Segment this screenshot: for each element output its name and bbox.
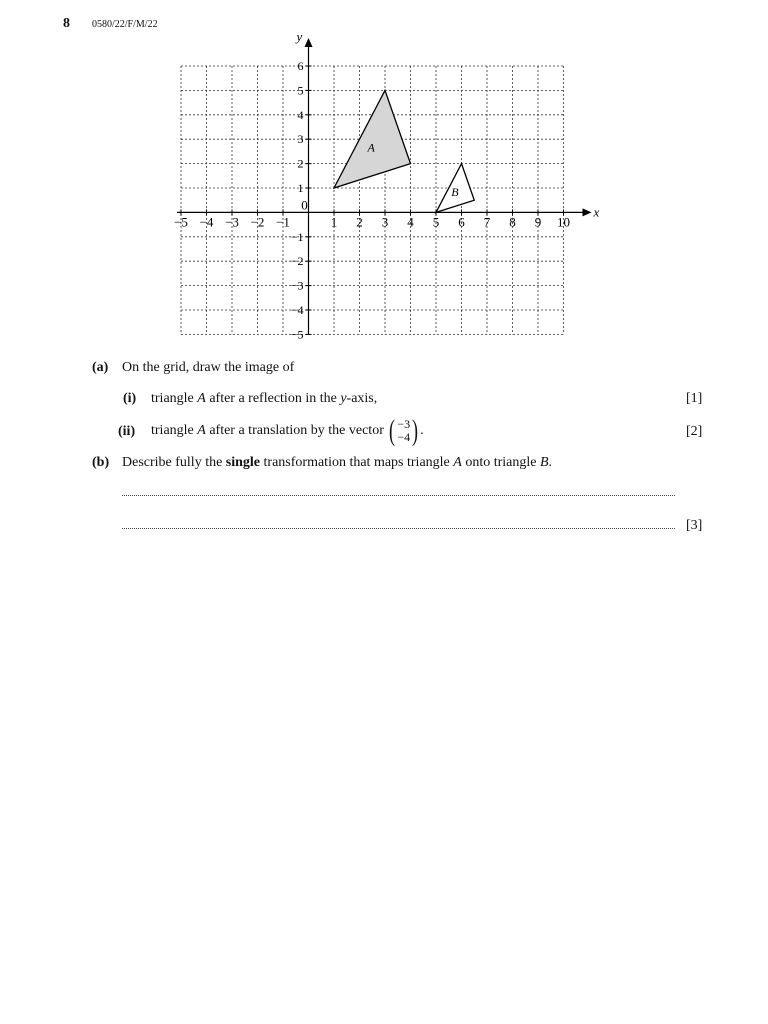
x-tick-label: 1 — [330, 214, 338, 230]
tick-labels — [174, 34, 599, 339]
y-tick-label: −4 — [290, 303, 304, 317]
triangle-b-label: B — [451, 185, 459, 200]
y-axis-arrow — [305, 38, 313, 47]
part-i-text: triangle A after a reflection in the y-axis, — [151, 391, 378, 406]
y-tick-label: −1 — [290, 229, 304, 244]
question-a — [92, 360, 108, 376]
question-a-label: (a) — [92, 360, 109, 375]
x-tick-label: 5 — [432, 214, 440, 230]
tick-marks — [181, 66, 564, 334]
x-tick-label: −5 — [174, 214, 188, 230]
y-tick-label: 1 — [297, 181, 304, 195]
question-b-marks: [3] — [686, 518, 703, 533]
x-tick-label: 2 — [356, 214, 363, 230]
answer-line-1[interactable] — [122, 495, 675, 496]
y-tick-label: −3 — [290, 278, 304, 293]
part-i-marks: [1] — [686, 391, 703, 406]
x-tick-label: −4 — [199, 214, 214, 230]
part-ii-marks: [2] — [686, 424, 703, 439]
answer-line-2[interactable] — [122, 528, 675, 529]
x-tick-label: 9 — [534, 214, 542, 230]
vector-top: −3 — [397, 417, 411, 431]
paper-code: 0580/22/F/M/22 — [92, 19, 158, 30]
x-axis-label: x — [593, 204, 600, 220]
y-tick-label: −2 — [290, 254, 304, 269]
axis-ref: y — [340, 391, 347, 406]
x-axis-arrow — [583, 208, 592, 216]
question-b-text: Describe fully the single transformation that maps triangle A onto triangle B. — [122, 455, 553, 470]
y-tick-label: 4 — [297, 107, 304, 122]
x-tick-label: 7 — [483, 214, 491, 230]
question-a-text: On the grid, draw the image of — [122, 360, 295, 375]
coordinate-grid-figure — [160, 34, 600, 339]
axes — [177, 38, 592, 334]
part-i-label: (i) — [123, 391, 137, 406]
x-tick-label: 8 — [509, 214, 516, 230]
shape-a-ref: A — [197, 423, 206, 439]
shape-a-ref: A — [197, 391, 206, 406]
y-tick-label: −5 — [290, 327, 304, 339]
grid-lines — [181, 66, 564, 334]
x-tick-label: −3 — [225, 214, 239, 230]
triangle-a-label: A — [367, 140, 375, 155]
y-tick-label: 5 — [297, 83, 304, 98]
x-tick-label: −2 — [250, 214, 265, 230]
x-tick-label: 6 — [458, 214, 465, 230]
part-ii-label: (ii) — [118, 424, 136, 439]
x-tick-label: 10 — [557, 214, 570, 230]
x-tick-label: 0 — [301, 197, 308, 213]
question-b-label: (b) — [92, 455, 110, 470]
x-tick-label: −1 — [276, 214, 290, 230]
vector-bottom: −4 — [397, 430, 411, 444]
y-tick-label: 2 — [297, 156, 304, 171]
page-number: 8 — [63, 16, 70, 31]
x-tick-label: 4 — [407, 214, 414, 230]
y-tick-label: 3 — [297, 132, 304, 147]
part-ii-text: triangle A after a translation by the vector ( −3 −4 ) . — [151, 414, 424, 447]
y-tick-label: 6 — [297, 59, 304, 73]
translation-vector: ( −3 −4 ) — [389, 414, 419, 447]
x-tick-label: 3 — [381, 214, 389, 230]
y-axis-label: y — [296, 34, 303, 44]
